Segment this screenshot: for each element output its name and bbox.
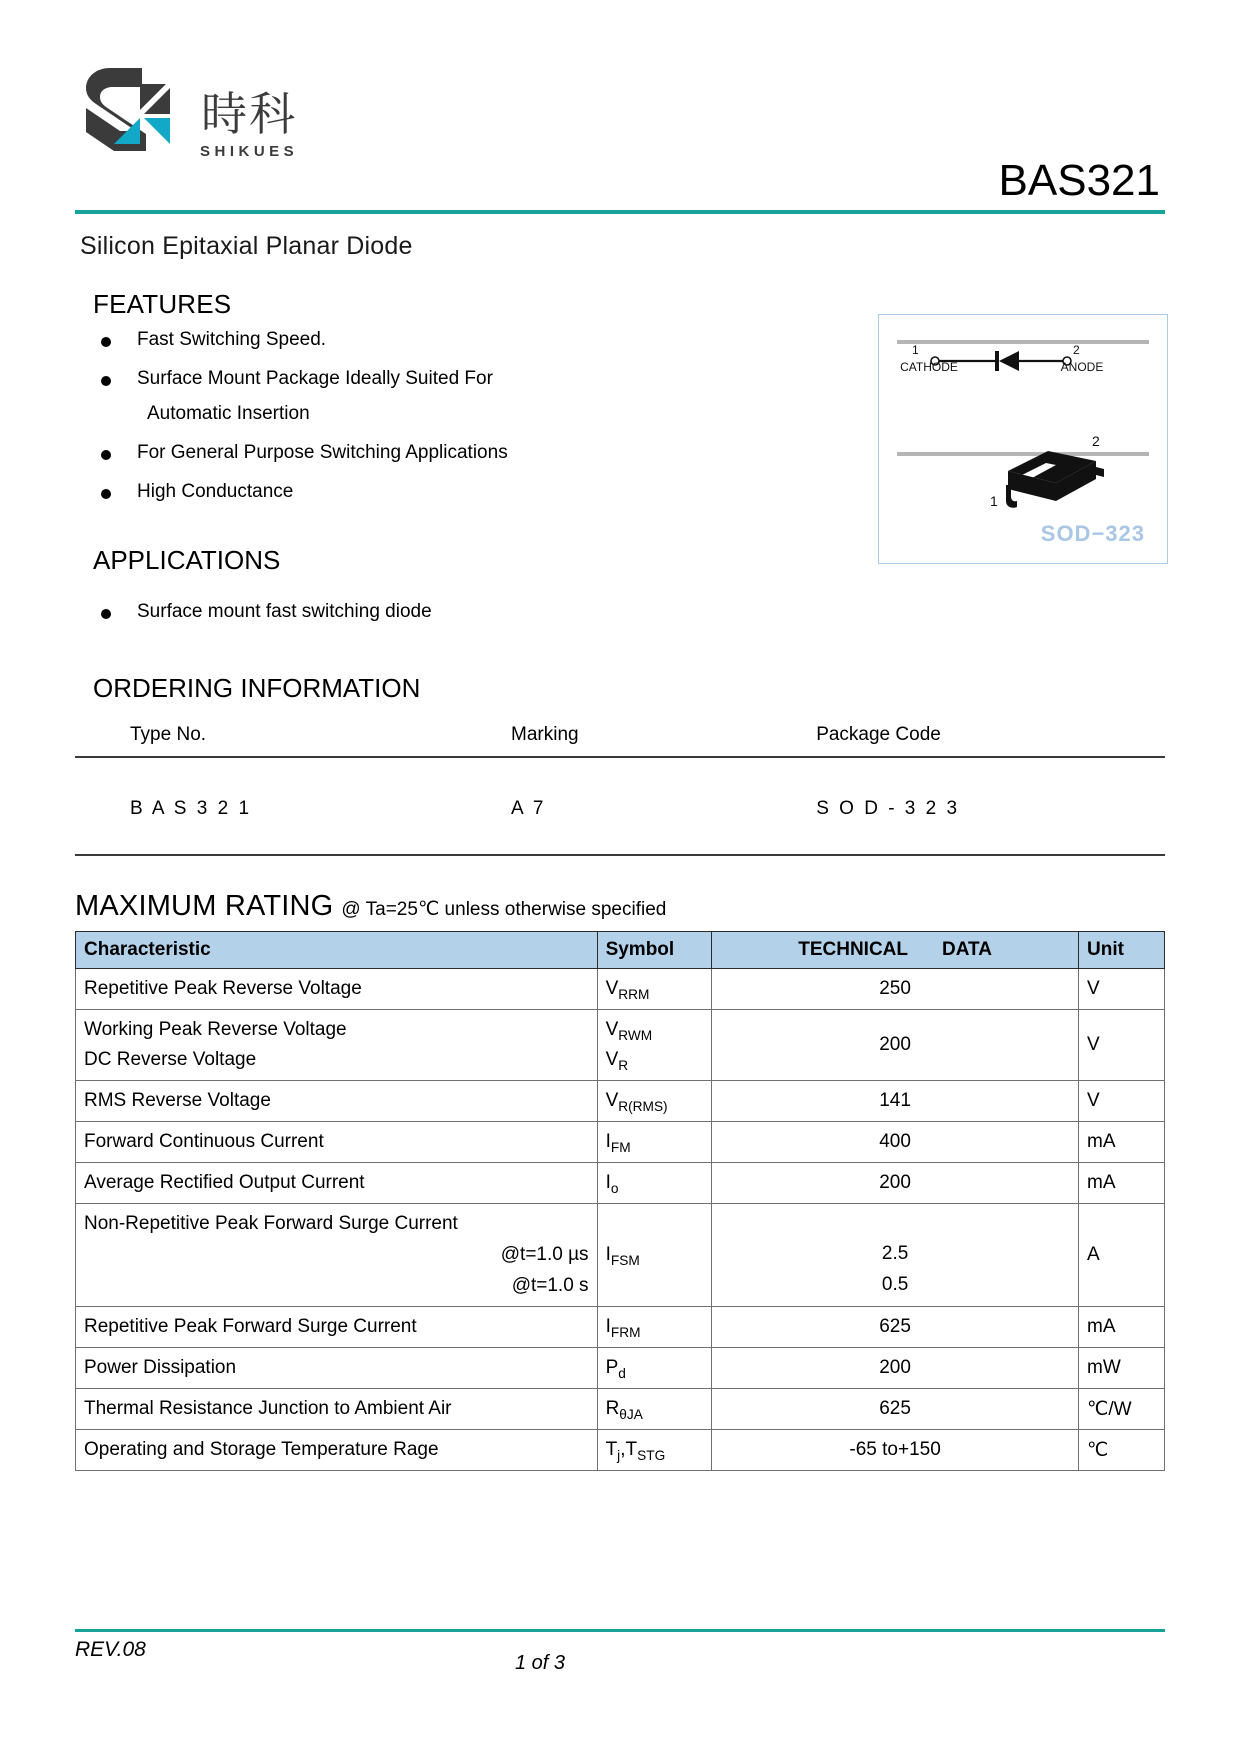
schematic-anode-label: ANODE xyxy=(1060,360,1104,374)
row-symbol xyxy=(597,1010,712,1081)
table-row xyxy=(76,1389,1165,1430)
ordering-header-marking: Marking xyxy=(511,720,816,757)
application-text: Surface mount fast switching diode xyxy=(137,601,432,622)
table-row xyxy=(76,1307,1165,1348)
diode-schematic xyxy=(879,344,1167,398)
row-characteristic: Average Rectified Output Current xyxy=(76,1163,598,1204)
ordering-information-title: ORDERING INFORMATION xyxy=(93,673,421,703)
sod323-package-icon xyxy=(984,445,1104,515)
row-characteristic: Repetitive Peak Reverse Voltage xyxy=(76,969,598,1010)
row-symbol: $I_{FRM}$ xyxy=(597,1307,712,1348)
header-divider xyxy=(75,210,1165,214)
bullet-icon xyxy=(101,376,111,386)
row-value: 200 xyxy=(712,1010,1079,1081)
row-characteristic: Repetitive Peak Forward Surge Current xyxy=(76,1307,598,1348)
shikues-s-k-logo-icon xyxy=(80,62,188,162)
footer-divider xyxy=(75,1629,1165,1632)
row-value: 400 xyxy=(712,1122,1079,1163)
header-unit: Unit xyxy=(1079,932,1165,969)
row-value-line2: 0.5 xyxy=(881,1274,909,1295)
schematic-pin2-number: 2 xyxy=(1073,343,1080,357)
feature-text: High Conductance xyxy=(137,481,294,502)
logo-latin-name: SHIKUES xyxy=(200,143,299,160)
maximum-rating-heading xyxy=(75,890,1165,923)
page-footer xyxy=(75,1629,1165,1678)
maximum-rating-title: MAXIMUM RATING xyxy=(75,890,334,922)
features-title: FEATURES xyxy=(93,289,232,319)
row-value: 200 xyxy=(712,1348,1079,1389)
package-code-label: SOD−323 xyxy=(1040,521,1145,546)
row-symbol: $I_{FM}$ xyxy=(597,1122,712,1163)
table-row xyxy=(76,1430,1165,1471)
maximum-rating-table xyxy=(75,931,1165,1471)
bullet-icon xyxy=(101,450,111,460)
row-symbol-line2: $V_R$ xyxy=(605,1049,629,1073)
bullet-icon xyxy=(101,609,111,619)
row-characteristic: Forward Continuous Current xyxy=(76,1122,598,1163)
row-characteristic: Operating and Storage Temperature Rage xyxy=(76,1430,598,1471)
table-row xyxy=(76,969,1165,1010)
list-item xyxy=(75,602,1165,621)
company-logo xyxy=(80,62,298,162)
table-row xyxy=(76,1348,1165,1389)
ordering-header-type: Type No. xyxy=(75,720,511,757)
logo-chinese-name: 時科 xyxy=(201,87,298,141)
page-header xyxy=(75,0,1165,210)
row-characteristic: Thermal Resistance Junction to Ambient Air xyxy=(76,1389,598,1430)
table-header-row xyxy=(75,720,1165,757)
row-value: 625 xyxy=(712,1307,1079,1348)
row-value: 250 xyxy=(712,969,1079,1010)
page-subtitle: Silicon Epitaxial Planar Diode xyxy=(80,232,413,260)
table-row xyxy=(76,1163,1165,1204)
table-row xyxy=(76,1081,1165,1122)
applications-title: APPLICATIONS xyxy=(93,545,281,575)
row-unit: A xyxy=(1079,1204,1165,1307)
revision-label: REV.08 xyxy=(75,1638,146,1661)
main-content xyxy=(75,289,1165,1471)
feature-text: Fast Switching Speed. xyxy=(137,329,327,350)
row-unit: mA xyxy=(1079,1122,1165,1163)
row-symbol: $P_d$ xyxy=(597,1348,712,1389)
row-symbol: $I_{FSM}$ xyxy=(597,1204,712,1307)
page-number: 1 of 3 xyxy=(515,1652,566,1674)
row-unit: ℃/W xyxy=(1079,1389,1165,1430)
ordering-information-table xyxy=(75,720,1165,856)
bullet-spacer xyxy=(101,411,111,421)
row-symbol: $V_{R(RMS)}$ xyxy=(597,1081,712,1122)
table-row xyxy=(76,1204,1165,1307)
ordering-header-package: Package Code xyxy=(816,720,1165,757)
row-characteristic-line1: Working Peak Reverse Voltage xyxy=(84,1019,347,1040)
feature-text: Automatic Insertion xyxy=(147,403,310,424)
package-pin2-number: 2 xyxy=(1092,433,1100,449)
row-value: 141 xyxy=(712,1081,1079,1122)
schematic-cathode-label: CATHODE xyxy=(900,360,958,374)
row-symbol: $T_j,T_{STG}$ xyxy=(597,1430,712,1471)
header-symbol: Symbol xyxy=(597,932,712,969)
row-value: -65 to+150 xyxy=(712,1430,1079,1471)
row-value-line1: 2.5 xyxy=(881,1243,909,1264)
ordering-type-value: B A S 3 2 1 xyxy=(75,757,511,855)
row-unit: ℃ xyxy=(1079,1430,1165,1471)
row-unit: V xyxy=(1079,969,1165,1010)
row-unit: mA xyxy=(1079,1307,1165,1348)
table-row xyxy=(75,757,1165,855)
package-3d-drawing xyxy=(984,433,1104,520)
header-data: DATA xyxy=(942,939,992,960)
logo-wordmark xyxy=(200,87,299,162)
schematic-pin1-number: 1 xyxy=(912,343,919,357)
header-technical: TECHNICAL xyxy=(798,939,908,960)
row-symbol: $R_{\theta JA}$ xyxy=(597,1389,712,1430)
maximum-rating-condition: @ Ta=25℃ unless otherwise specified xyxy=(341,899,667,920)
table-row xyxy=(76,1010,1165,1081)
package-pin1-number: 1 xyxy=(990,493,998,509)
row-characteristic xyxy=(76,1204,598,1307)
ordering-package-value: S O D - 3 2 3 xyxy=(816,757,1165,855)
feature-text: For General Purpose Switching Applications xyxy=(137,442,508,463)
row-symbol-line1: $V_{RWM}$ xyxy=(605,1019,653,1043)
header-characteristic: Characteristic xyxy=(76,932,598,969)
row-unit: mA xyxy=(1079,1163,1165,1204)
table-row xyxy=(76,1122,1165,1163)
package-figure xyxy=(878,314,1168,564)
row-unit: V xyxy=(1079,1081,1165,1122)
bullet-icon xyxy=(101,489,111,499)
row-characteristic-line1: Non-Repetitive Peak Forward Surge Current xyxy=(84,1213,458,1234)
row-characteristic: RMS Reverse Voltage xyxy=(76,1081,598,1122)
table-header-row xyxy=(76,932,1165,969)
row-unit: V xyxy=(1079,1010,1165,1081)
row-characteristic: Power Dissipation xyxy=(76,1348,598,1389)
applications-list xyxy=(75,602,1165,621)
header-technical-data xyxy=(712,932,1079,969)
part-number: BAS321 xyxy=(998,156,1160,205)
row-characteristic-line2: DC Reverse Voltage xyxy=(84,1049,257,1070)
row-unit: mW xyxy=(1079,1348,1165,1389)
row-value: 200 xyxy=(712,1163,1079,1204)
bullet-icon xyxy=(101,337,111,347)
feature-text: Surface Mount Package Ideally Suited For xyxy=(137,368,493,389)
row-symbol: $I_o$ xyxy=(597,1163,712,1204)
ordering-marking-value: A 7 xyxy=(511,757,816,855)
row-characteristic-line2: @t=1.0 µs xyxy=(500,1244,589,1265)
row-characteristic xyxy=(76,1010,598,1081)
row-symbol: $V_{RRM}$ xyxy=(597,969,712,1010)
row-value: 625 xyxy=(712,1389,1079,1430)
row-characteristic-line3: @t=1.0 s xyxy=(511,1275,589,1296)
row-value xyxy=(712,1204,1079,1307)
